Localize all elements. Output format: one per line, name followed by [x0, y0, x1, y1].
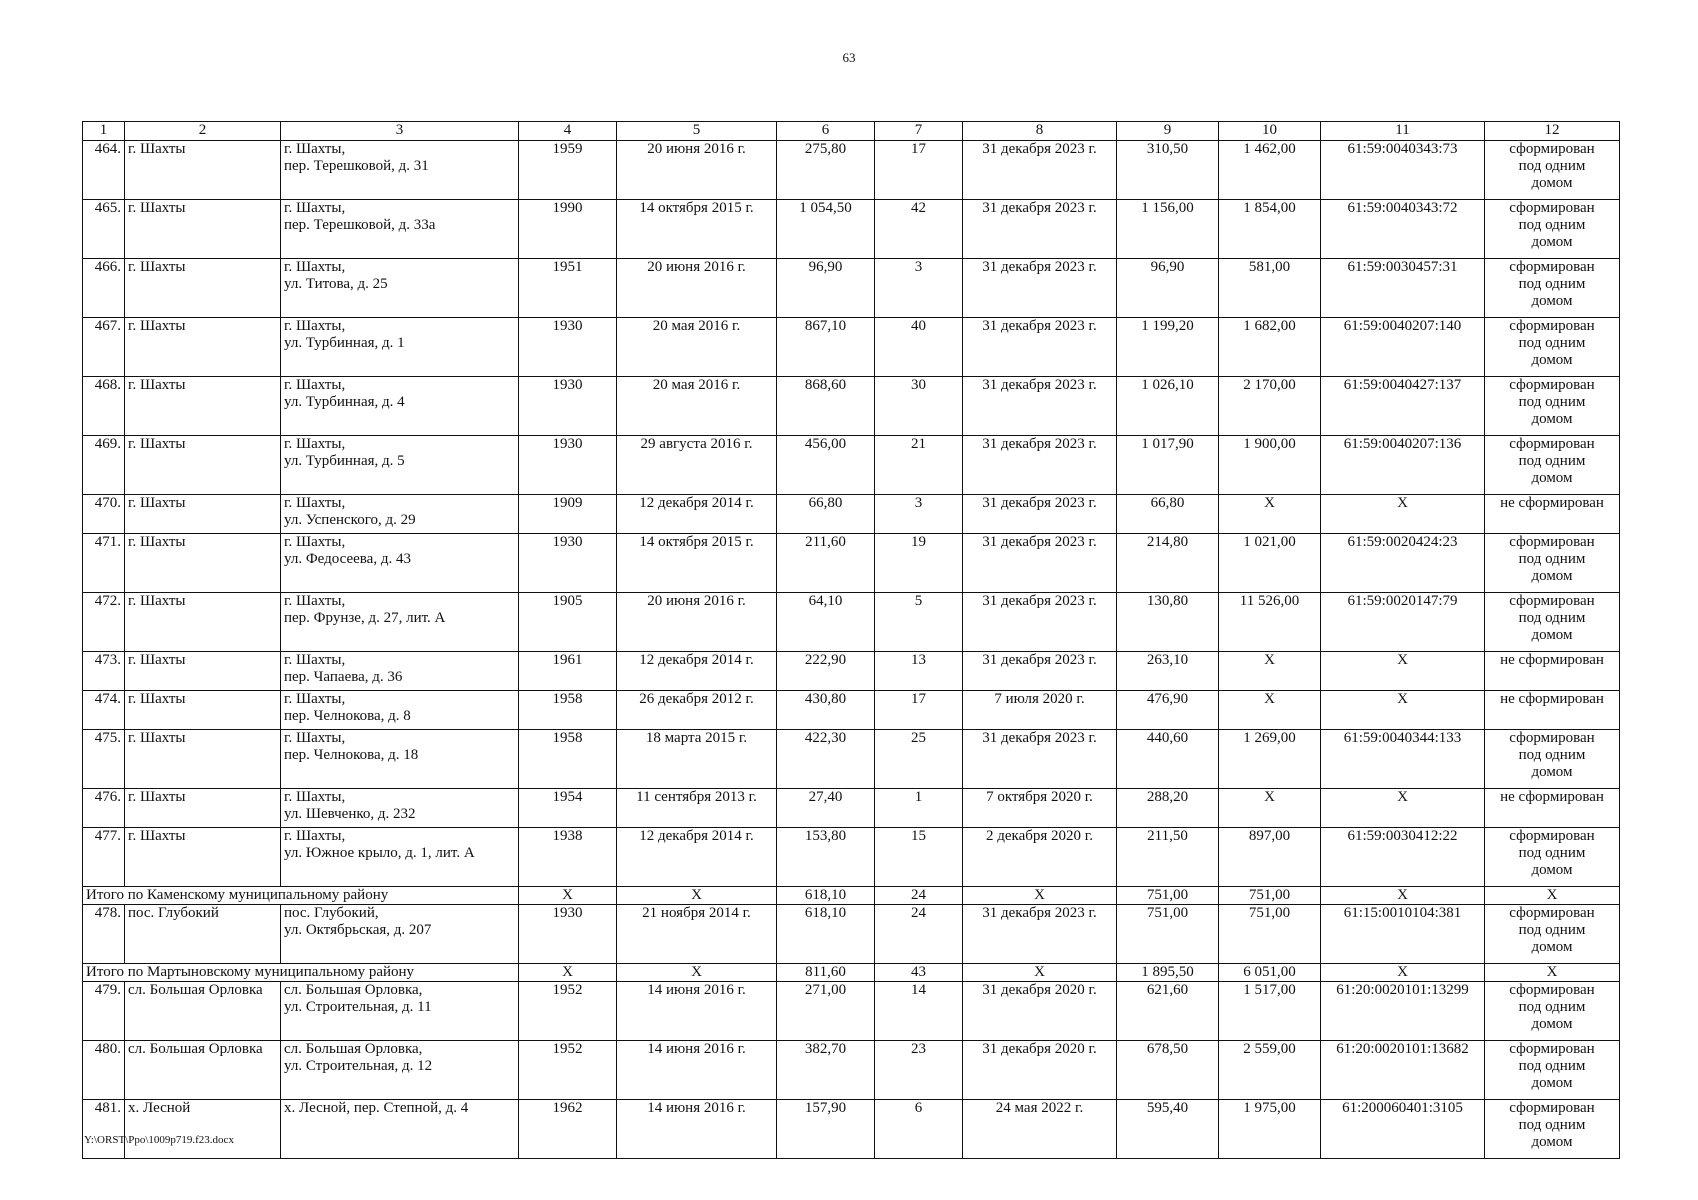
deadline-cell: 31 декабря 2023 г. — [963, 534, 1117, 593]
status-cell: сформирован под одним домом — [1485, 982, 1620, 1041]
deadline-cell: X — [963, 964, 1117, 982]
land-cell: 1 975,00 — [1219, 1100, 1321, 1159]
status-cell: X — [1485, 887, 1620, 905]
people-cell: 5 — [875, 593, 963, 652]
area-cell: 456,00 — [777, 436, 875, 495]
table-row — [83, 377, 1620, 436]
settlement-cell: сл. Большая Орловка — [125, 982, 281, 1041]
deadline-cell: 31 декабря 2023 г. — [963, 200, 1117, 259]
date-cell: 20 мая 2016 г. — [617, 318, 777, 377]
date-cell: 12 декабря 2014 г. — [617, 828, 777, 887]
column-number-header — [83, 122, 1620, 141]
address-cell: г. Шахты, ул. Титова, д. 25 — [281, 259, 519, 318]
cadastre-cell: 61:59:0020147:79 — [1321, 593, 1485, 652]
area2-cell: 1 156,00 — [1117, 200, 1219, 259]
date-cell: 20 июня 2016 г. — [617, 259, 777, 318]
settlement-cell: г. Шахты — [125, 200, 281, 259]
deadline-cell: 31 декабря 2023 г. — [963, 495, 1117, 534]
address-cell: г. Шахты, пер. Челнокова, д. 18 — [281, 730, 519, 789]
area2-cell: 751,00 — [1117, 905, 1219, 964]
settlement-cell: пос. Глубокий — [125, 905, 281, 964]
land-cell: 1 021,00 — [1219, 534, 1321, 593]
settlement-cell: г. Шахты — [125, 828, 281, 887]
cadastre-cell: 61:15:0010104:381 — [1321, 905, 1485, 964]
status-cell: сформирован под одним домом — [1485, 200, 1620, 259]
people-cell: 13 — [875, 652, 963, 691]
table-row — [83, 200, 1620, 259]
row-number: 473. — [83, 652, 125, 691]
people-cell: 30 — [875, 377, 963, 436]
column-number-cell: 4 — [519, 122, 617, 141]
settlement-cell: сл. Большая Орловка — [125, 1041, 281, 1100]
area-cell: 382,70 — [777, 1041, 875, 1100]
status-cell: сформирован под одним домом — [1485, 828, 1620, 887]
area2-cell: 310,50 — [1117, 141, 1219, 200]
address-cell: г. Шахты, пер. Челнокова, д. 8 — [281, 691, 519, 730]
year-cell: 1958 — [519, 730, 617, 789]
date-cell: 21 ноября 2014 г. — [617, 905, 777, 964]
date-cell: 14 июня 2016 г. — [617, 1100, 777, 1159]
area-cell: 66,80 — [777, 495, 875, 534]
area-cell: 211,60 — [777, 534, 875, 593]
land-cell: 581,00 — [1219, 259, 1321, 318]
settlement-cell: г. Шахты — [125, 259, 281, 318]
cadastre-cell: 61:20:0020101:13682 — [1321, 1041, 1485, 1100]
deadline-cell: 7 июля 2020 г. — [963, 691, 1117, 730]
table-row — [83, 652, 1620, 691]
table-row — [83, 1041, 1620, 1100]
land-cell: 897,00 — [1219, 828, 1321, 887]
row-number: 472. — [83, 593, 125, 652]
area-cell: 868,60 — [777, 377, 875, 436]
housing-register-table — [82, 121, 1620, 1159]
area-cell: 275,80 — [777, 141, 875, 200]
land-cell: X — [1219, 495, 1321, 534]
table-row — [83, 828, 1620, 887]
settlement-cell: г. Шахты — [125, 495, 281, 534]
status-cell: сформирован под одним домом — [1485, 1100, 1620, 1159]
year-cell: 1959 — [519, 141, 617, 200]
address-cell: пос. Глубокий, ул. Октябрьская, д. 207 — [281, 905, 519, 964]
year-cell: 1905 — [519, 593, 617, 652]
address-cell: г. Шахты, пер. Терешковой, д. 33а — [281, 200, 519, 259]
deadline-cell: X — [963, 887, 1117, 905]
year-cell: X — [519, 887, 617, 905]
year-cell: 1990 — [519, 200, 617, 259]
row-number: 468. — [83, 377, 125, 436]
people-cell: 17 — [875, 141, 963, 200]
address-cell: г. Шахты, ул. Шевченко, д. 232 — [281, 789, 519, 828]
row-number: 466. — [83, 259, 125, 318]
row-number: 471. — [83, 534, 125, 593]
district-total-row — [83, 964, 1620, 982]
date-cell: 20 июня 2016 г. — [617, 593, 777, 652]
settlement-cell: х. Лесной — [125, 1100, 281, 1159]
status-cell: не сформирован — [1485, 495, 1620, 534]
settlement-cell: г. Шахты — [125, 730, 281, 789]
area2-cell: 288,20 — [1117, 789, 1219, 828]
land-cell: 1 517,00 — [1219, 982, 1321, 1041]
column-number-cell: 6 — [777, 122, 875, 141]
year-cell: 1958 — [519, 691, 617, 730]
table-row — [83, 789, 1620, 828]
year-cell: 1961 — [519, 652, 617, 691]
deadline-cell: 2 декабря 2020 г. — [963, 828, 1117, 887]
date-cell: X — [617, 964, 777, 982]
land-cell: 1 900,00 — [1219, 436, 1321, 495]
date-cell: X — [617, 887, 777, 905]
address-cell: г. Шахты, пер. Фрунзе, д. 27, лит. А — [281, 593, 519, 652]
date-cell: 20 июня 2016 г. — [617, 141, 777, 200]
row-number: 474. — [83, 691, 125, 730]
address-cell: х. Лесной, пер. Степной, д. 4 — [281, 1100, 519, 1159]
file-path-footer: Y:\ORST\Ppo\1009p719.f23.docx — [84, 1134, 234, 1146]
table-row — [83, 495, 1620, 534]
deadline-cell: 31 декабря 2023 г. — [963, 259, 1117, 318]
row-number: 464. — [83, 141, 125, 200]
table-row — [83, 905, 1620, 964]
cadastre-cell: X — [1321, 652, 1485, 691]
date-cell: 18 марта 2015 г. — [617, 730, 777, 789]
total-label: Итого по Мартыновскому муниципальному району — [83, 964, 519, 982]
area-cell: 96,90 — [777, 259, 875, 318]
date-cell: 12 декабря 2014 г. — [617, 495, 777, 534]
year-cell: X — [519, 964, 617, 982]
district-total-row — [83, 887, 1620, 905]
cadastre-cell: X — [1321, 964, 1485, 982]
people-cell: 1 — [875, 789, 963, 828]
cadastre-cell: 61:200060401:3105 — [1321, 1100, 1485, 1159]
year-cell: 1930 — [519, 318, 617, 377]
cadastre-cell: X — [1321, 691, 1485, 730]
status-cell: сформирован под одним домом — [1485, 436, 1620, 495]
area2-cell: 621,60 — [1117, 982, 1219, 1041]
settlement-cell: г. Шахты — [125, 652, 281, 691]
cadastre-cell: X — [1321, 789, 1485, 828]
cadastre-cell: 61:59:0040344:133 — [1321, 730, 1485, 789]
deadline-cell: 31 декабря 2023 г. — [963, 730, 1117, 789]
status-cell: сформирован под одним домом — [1485, 377, 1620, 436]
settlement-cell: г. Шахты — [125, 141, 281, 200]
year-cell: 1938 — [519, 828, 617, 887]
status-cell: сформирован под одним домом — [1485, 141, 1620, 200]
area2-cell: 214,80 — [1117, 534, 1219, 593]
address-cell: сл. Большая Орловка, ул. Строительная, д. 11 — [281, 982, 519, 1041]
area2-cell: 1 895,50 — [1117, 964, 1219, 982]
land-cell: 1 462,00 — [1219, 141, 1321, 200]
area2-cell: 211,50 — [1117, 828, 1219, 887]
area-cell: 64,10 — [777, 593, 875, 652]
date-cell: 14 октября 2015 г. — [617, 200, 777, 259]
date-cell: 14 июня 2016 г. — [617, 1041, 777, 1100]
row-number: 480. — [83, 1041, 125, 1100]
year-cell: 1930 — [519, 377, 617, 436]
column-number-cell: 10 — [1219, 122, 1321, 141]
year-cell: 1930 — [519, 436, 617, 495]
area-cell: 430,80 — [777, 691, 875, 730]
area2-cell: 66,80 — [1117, 495, 1219, 534]
people-cell: 25 — [875, 730, 963, 789]
status-cell: сформирован под одним домом — [1485, 905, 1620, 964]
status-cell: не сформирован — [1485, 652, 1620, 691]
row-number: 476. — [83, 789, 125, 828]
date-cell: 26 декабря 2012 г. — [617, 691, 777, 730]
table-row — [83, 593, 1620, 652]
row-number: 467. — [83, 318, 125, 377]
cadastre-cell: X — [1321, 495, 1485, 534]
land-cell: X — [1219, 652, 1321, 691]
table-row — [83, 141, 1620, 200]
address-cell: г. Шахты, ул. Турбинная, д. 5 — [281, 436, 519, 495]
settlement-cell: г. Шахты — [125, 593, 281, 652]
people-cell: 42 — [875, 200, 963, 259]
status-cell: сформирован под одним домом — [1485, 1041, 1620, 1100]
area2-cell: 263,10 — [1117, 652, 1219, 691]
row-number: 481. — [83, 1100, 125, 1159]
area-cell: 27,40 — [777, 789, 875, 828]
area2-cell: 476,90 — [1117, 691, 1219, 730]
deadline-cell: 31 декабря 2020 г. — [963, 982, 1117, 1041]
area2-cell: 1 017,90 — [1117, 436, 1219, 495]
table-row — [83, 436, 1620, 495]
date-cell: 11 сентября 2013 г. — [617, 789, 777, 828]
column-number-cell: 9 — [1117, 122, 1219, 141]
land-cell: 2 559,00 — [1219, 1041, 1321, 1100]
settlement-cell: г. Шахты — [125, 789, 281, 828]
table-row — [83, 259, 1620, 318]
people-cell: 3 — [875, 259, 963, 318]
date-cell: 12 декабря 2014 г. — [617, 652, 777, 691]
people-cell: 40 — [875, 318, 963, 377]
area2-cell: 1 026,10 — [1117, 377, 1219, 436]
date-cell: 20 мая 2016 г. — [617, 377, 777, 436]
row-number: 478. — [83, 905, 125, 964]
deadline-cell: 31 декабря 2020 г. — [963, 1041, 1117, 1100]
area-cell: 618,10 — [777, 887, 875, 905]
deadline-cell: 31 декабря 2023 г. — [963, 141, 1117, 200]
year-cell: 1951 — [519, 259, 617, 318]
status-cell: сформирован под одним домом — [1485, 534, 1620, 593]
settlement-cell: г. Шахты — [125, 377, 281, 436]
people-cell: 19 — [875, 534, 963, 593]
status-cell: сформирован под одним домом — [1485, 259, 1620, 318]
settlement-cell: г. Шахты — [125, 318, 281, 377]
settlement-cell: г. Шахты — [125, 436, 281, 495]
people-cell: 3 — [875, 495, 963, 534]
land-cell: X — [1219, 789, 1321, 828]
land-cell: 2 170,00 — [1219, 377, 1321, 436]
people-cell: 6 — [875, 1100, 963, 1159]
deadline-cell: 31 декабря 2023 г. — [963, 318, 1117, 377]
area-cell: 618,10 — [777, 905, 875, 964]
people-cell: 23 — [875, 1041, 963, 1100]
area-cell: 422,30 — [777, 730, 875, 789]
table-row — [83, 730, 1620, 789]
land-cell: 751,00 — [1219, 887, 1321, 905]
row-number: 469. — [83, 436, 125, 495]
cadastre-cell: 61:59:0030412:22 — [1321, 828, 1485, 887]
deadline-cell: 31 декабря 2023 г. — [963, 377, 1117, 436]
area-cell: 153,80 — [777, 828, 875, 887]
deadline-cell: 7 октября 2020 г. — [963, 789, 1117, 828]
year-cell: 1962 — [519, 1100, 617, 1159]
area2-cell: 595,40 — [1117, 1100, 1219, 1159]
table-row — [83, 982, 1620, 1041]
row-number: 465. — [83, 200, 125, 259]
year-cell: 1930 — [519, 534, 617, 593]
column-number-cell: 8 — [963, 122, 1117, 141]
deadline-cell: 31 декабря 2023 г. — [963, 652, 1117, 691]
people-cell: 21 — [875, 436, 963, 495]
area2-cell: 751,00 — [1117, 887, 1219, 905]
area-cell: 811,60 — [777, 964, 875, 982]
deadline-cell: 31 декабря 2023 г. — [963, 593, 1117, 652]
status-cell: X — [1485, 964, 1620, 982]
deadline-cell: 31 декабря 2023 г. — [963, 436, 1117, 495]
year-cell: 1954 — [519, 789, 617, 828]
settlement-cell: г. Шахты — [125, 534, 281, 593]
people-cell: 43 — [875, 964, 963, 982]
date-cell: 29 августа 2016 г. — [617, 436, 777, 495]
table-row — [83, 318, 1620, 377]
people-cell: 14 — [875, 982, 963, 1041]
cadastre-cell: 61:59:0030457:31 — [1321, 259, 1485, 318]
address-cell: г. Шахты, пер. Терешковой, д. 31 — [281, 141, 519, 200]
area-cell: 867,10 — [777, 318, 875, 377]
people-cell: 24 — [875, 887, 963, 905]
area-cell: 222,90 — [777, 652, 875, 691]
date-cell: 14 июня 2016 г. — [617, 982, 777, 1041]
area2-cell: 678,50 — [1117, 1041, 1219, 1100]
people-cell: 17 — [875, 691, 963, 730]
area2-cell: 130,80 — [1117, 593, 1219, 652]
address-cell: г. Шахты, пер. Чапаева, д. 36 — [281, 652, 519, 691]
cadastre-cell: 61:20:0020101:13299 — [1321, 982, 1485, 1041]
settlement-cell: г. Шахты — [125, 691, 281, 730]
column-number-cell: 1 — [83, 122, 125, 141]
row-number: 477. — [83, 828, 125, 887]
area2-cell: 440,60 — [1117, 730, 1219, 789]
column-number-cell: 12 — [1485, 122, 1620, 141]
people-cell: 24 — [875, 905, 963, 964]
deadline-cell: 31 декабря 2023 г. — [963, 905, 1117, 964]
row-number: 479. — [83, 982, 125, 1041]
status-cell: сформирован под одним домом — [1485, 593, 1620, 652]
address-cell: г. Шахты, ул. Турбинная, д. 1 — [281, 318, 519, 377]
year-cell: 1952 — [519, 982, 617, 1041]
column-number-cell: 2 — [125, 122, 281, 141]
status-cell: не сформирован — [1485, 691, 1620, 730]
status-cell: сформирован под одним домом — [1485, 730, 1620, 789]
year-cell: 1930 — [519, 905, 617, 964]
row-number: 470. — [83, 495, 125, 534]
area2-cell: 1 199,20 — [1117, 318, 1219, 377]
area-cell: 271,00 — [777, 982, 875, 1041]
people-cell: 15 — [875, 828, 963, 887]
address-cell: г. Шахты, ул. Успенского, д. 29 — [281, 495, 519, 534]
address-cell: г. Шахты, ул. Турбинная, д. 4 — [281, 377, 519, 436]
cadastre-cell: 61:59:0040207:136 — [1321, 436, 1485, 495]
table-row — [83, 1100, 1620, 1159]
address-cell: сл. Большая Орловка, ул. Строительная, д. 12 — [281, 1041, 519, 1100]
deadline-cell: 24 мая 2022 г. — [963, 1100, 1117, 1159]
date-cell: 14 октября 2015 г. — [617, 534, 777, 593]
cadastre-cell: 61:59:0040427:137 — [1321, 377, 1485, 436]
cadastre-cell: 61:59:0020424:23 — [1321, 534, 1485, 593]
table-row — [83, 691, 1620, 730]
land-cell: 751,00 — [1219, 905, 1321, 964]
table-row — [83, 534, 1620, 593]
year-cell: 1952 — [519, 1041, 617, 1100]
total-label: Итого по Каменскому муниципальному району — [83, 887, 519, 905]
cadastre-cell: X — [1321, 887, 1485, 905]
area-cell: 1 054,50 — [777, 200, 875, 259]
land-cell: 1 269,00 — [1219, 730, 1321, 789]
column-number-cell: 3 — [281, 122, 519, 141]
land-cell: 11 526,00 — [1219, 593, 1321, 652]
land-cell: 1 854,00 — [1219, 200, 1321, 259]
cadastre-cell: 61:59:0040343:72 — [1321, 200, 1485, 259]
land-cell: 1 682,00 — [1219, 318, 1321, 377]
column-number-cell: 11 — [1321, 122, 1485, 141]
status-cell: не сформирован — [1485, 789, 1620, 828]
column-number-cell: 7 — [875, 122, 963, 141]
land-cell: 6 051,00 — [1219, 964, 1321, 982]
address-cell: г. Шахты, ул. Южное крыло, д. 1, лит. А — [281, 828, 519, 887]
cadastre-cell: 61:59:0040207:140 — [1321, 318, 1485, 377]
land-cell: X — [1219, 691, 1321, 730]
area-cell: 157,90 — [777, 1100, 875, 1159]
cadastre-cell: 61:59:0040343:73 — [1321, 141, 1485, 200]
area2-cell: 96,90 — [1117, 259, 1219, 318]
address-cell: г. Шахты, ул. Федосеева, д. 43 — [281, 534, 519, 593]
year-cell: 1909 — [519, 495, 617, 534]
row-number: 475. — [83, 730, 125, 789]
page-number: 63 — [842, 50, 856, 65]
status-cell: сформирован под одним домом — [1485, 318, 1620, 377]
column-number-cell: 5 — [617, 122, 777, 141]
